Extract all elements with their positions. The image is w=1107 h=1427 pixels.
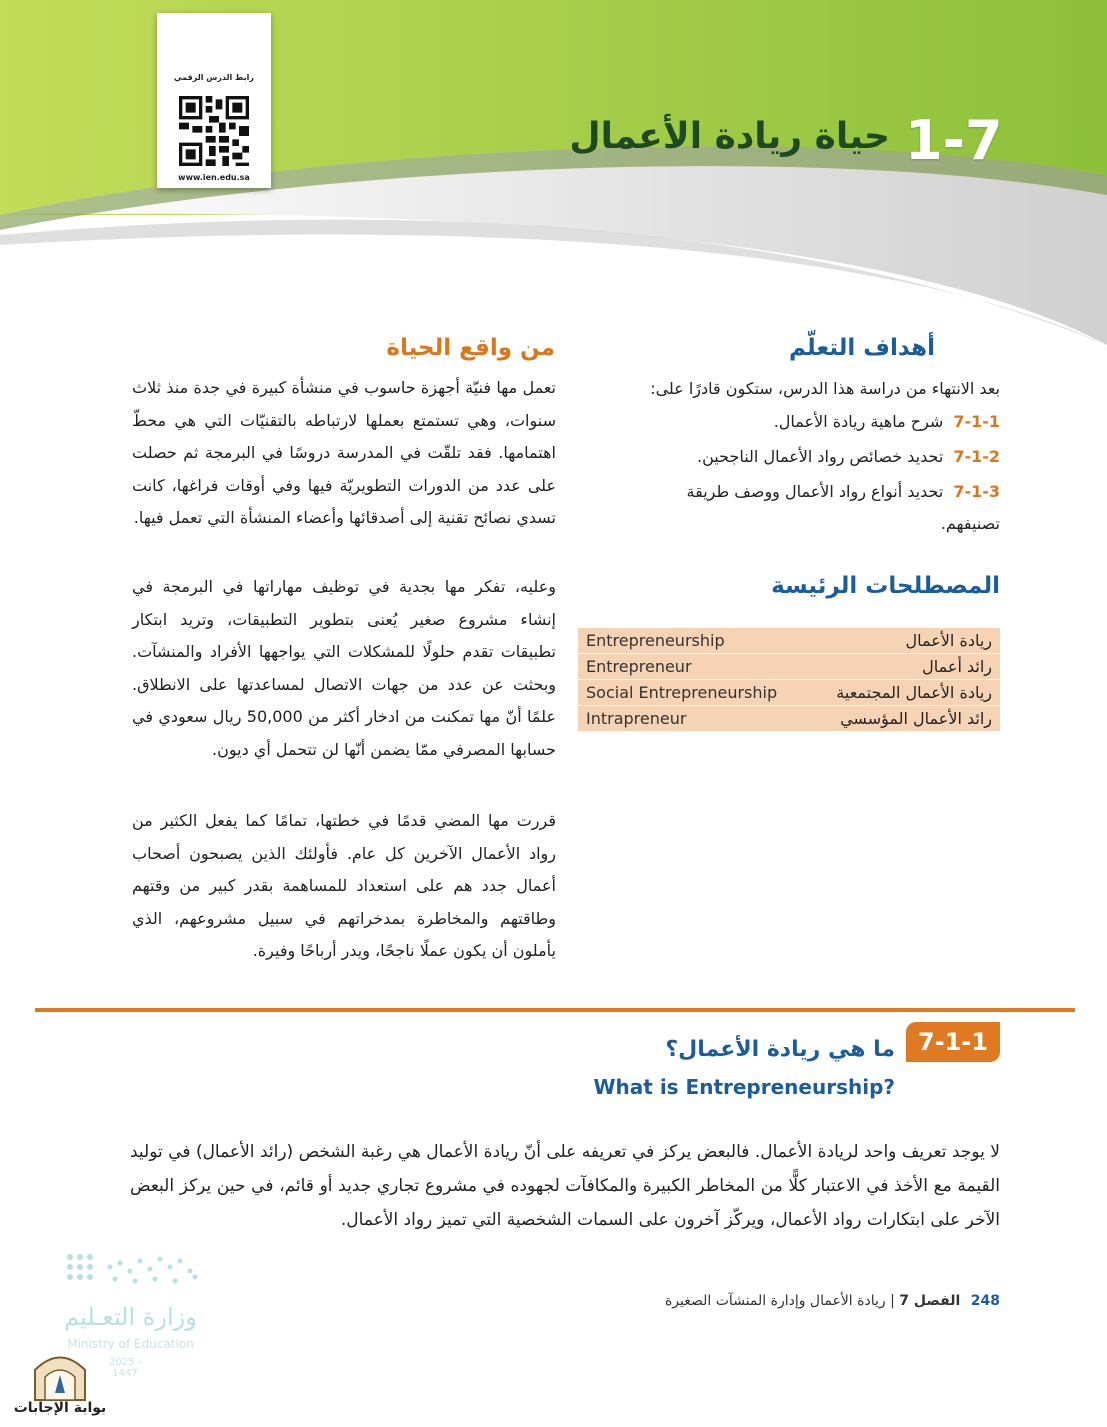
goal-text: تحديد خصائص رواد الأعمال الناجحين. — [697, 447, 944, 466]
qr-code-icon[interactable] — [179, 96, 249, 166]
term-ar: رائد الأعمال المؤسسي — [794, 706, 1000, 732]
term-ar: ريادة الأعمال — [794, 628, 1000, 654]
term-en: Social Entrepreneurship — [578, 680, 794, 706]
learning-goal-item — [640, 476, 1000, 540]
goal-text: شرح ماهية ريادة الأعمال. — [773, 412, 944, 431]
qr-url[interactable]: www.ien.edu.sa — [178, 173, 250, 182]
table-row — [578, 628, 1000, 654]
term-en: Entrepreneur — [578, 654, 794, 680]
lesson-title: حياة ريادة الأعمال — [569, 116, 890, 157]
qr-caption: رابط الدرس الرقمي — [174, 73, 254, 82]
section-number-badge: 7-1-1 — [906, 1022, 1000, 1062]
table-row — [578, 680, 1000, 706]
real-life-title: من واقع الحياة — [386, 335, 555, 361]
section-title-en: What is Entrepreneurship? — [593, 1075, 895, 1099]
table-row — [578, 654, 1000, 680]
watermark-text: بوابة الإجابات — [13, 1400, 107, 1416]
page-number: 248 — [970, 1293, 1000, 1309]
footer-separator: | — [890, 1293, 895, 1309]
qr-card[interactable] — [157, 13, 271, 188]
key-terms-title: المصطلحات الرئيسة — [771, 573, 1000, 599]
lesson-number: 1-7 — [905, 109, 1003, 172]
real-life-paragraph: قررت مها المضي قدمًا في خطتها، تمامًا كما يفعل الكثير من رواد الأعمال الآخرين كل عام. فأولئك الذين يصبحون أصحاب أعمال جدد هم على استعداد للمساهمة بقدر كبير من وقتهم وطاقتهم والمخاطرة بمدخراتهم في سبيل مشروعهم، الذي يأملون أن يكون عملًا ناجحًا، ويدر أرباحًا وفيرة. — [132, 811, 556, 960]
chapter-label: الفصل 7 — [899, 1293, 961, 1309]
learning-goals-title: أهداف التعلّم — [788, 335, 935, 361]
ministry-year: 2025 - 1447 — [108, 1357, 142, 1379]
ministry-name-ar: وزارة التعـليم — [64, 1303, 197, 1331]
section-divider — [35, 1008, 1075, 1012]
term-ar: ريادة الأعمال المجتمعية — [794, 680, 1000, 706]
term-en: Intrapreneur — [578, 706, 794, 732]
section-body-text: لا يوجد تعريف واحد لريادة الأعمال. فالبعض يركز في تعريفه على أنّ ريادة الأعمال هي رغبة الشخص (رائد الأعمال) في توليد القيمة مع الأخذ في الاعتبار كلًّا من المخاطر الكبيرة والمكافآت لجهوده في مشروع تجاري جديد أو قائم، في حين يركز البعض الآخر على ابتكارات رواد الأعمال، ويركّز آخرون على السمات الشخصية التي تميز رواد الأعمال. — [130, 1142, 1000, 1230]
key-terms-table — [578, 628, 1000, 732]
term-ar: رائد أعمال — [794, 654, 1000, 680]
learning-goal-item — [600, 441, 1000, 473]
real-life-paragraph: وعليه، تفكر مها بجدية في توظيف مهاراتها في البرمجة في إنشاء مشروع صغير يُعنى بتطوير التطبيقات، وتريد ابتكار تطبيقات تقدم حلولًا للمشكلات التي يواجهها الأفراد والمنشآت. وبحثت عن عدد من جهات الاتصال لمساعدتها على الانطلاق. علمًا أنّ مها تمكنت من ادخار أكثر من 50,000 ريال سعودي في حسابها المصرفي ممّا يضمن أنّها لن تتحمل أي ديون. — [132, 577, 557, 759]
chapter-title: ريادة الأعمال وإدارة المنشآت الصغيرة — [664, 1293, 886, 1309]
table-row — [578, 706, 1000, 732]
learning-goal-item — [600, 406, 1000, 438]
page-footer — [600, 1293, 1000, 1309]
learning-goals-intro: بعد الانتهاء من دراسة هذا الدرس، ستكون قادرًا على: — [650, 379, 1000, 398]
term-en: Entrepreneurship — [578, 628, 794, 654]
goal-number: 7-1-1 — [953, 412, 1000, 431]
goal-number: 7-1-3 — [953, 482, 1000, 501]
goal-text: تحديد أنواع رواد الأعمال ووصف طريقة تصنيفهم. — [686, 482, 1000, 533]
goal-number: 7-1-2 — [953, 447, 1000, 466]
ministry-name-en: Ministry of Education — [67, 1337, 194, 1351]
real-life-paragraph: تعمل مها فنيّة أجهزة حاسوب في منشأة كبيرة في جدة منذ ثلاث سنوات، وهي تستمتع بعملها لارتباطه بالتقنيّات التي هي محطّ اهتمامها. فقد تلقّت في المدرسة دروسًا في البرمجة ثم حصلت على عدد من الدورات التطويريّة فيها وفي أوقات فراغها، كانت تسدي نصائح تقنية إلى أصدقائها وأعضاء المنشأة التي تعمل فيها. — [132, 378, 556, 527]
section-title-ar: ما هي ريادة الأعمال؟ — [665, 1037, 895, 1062]
